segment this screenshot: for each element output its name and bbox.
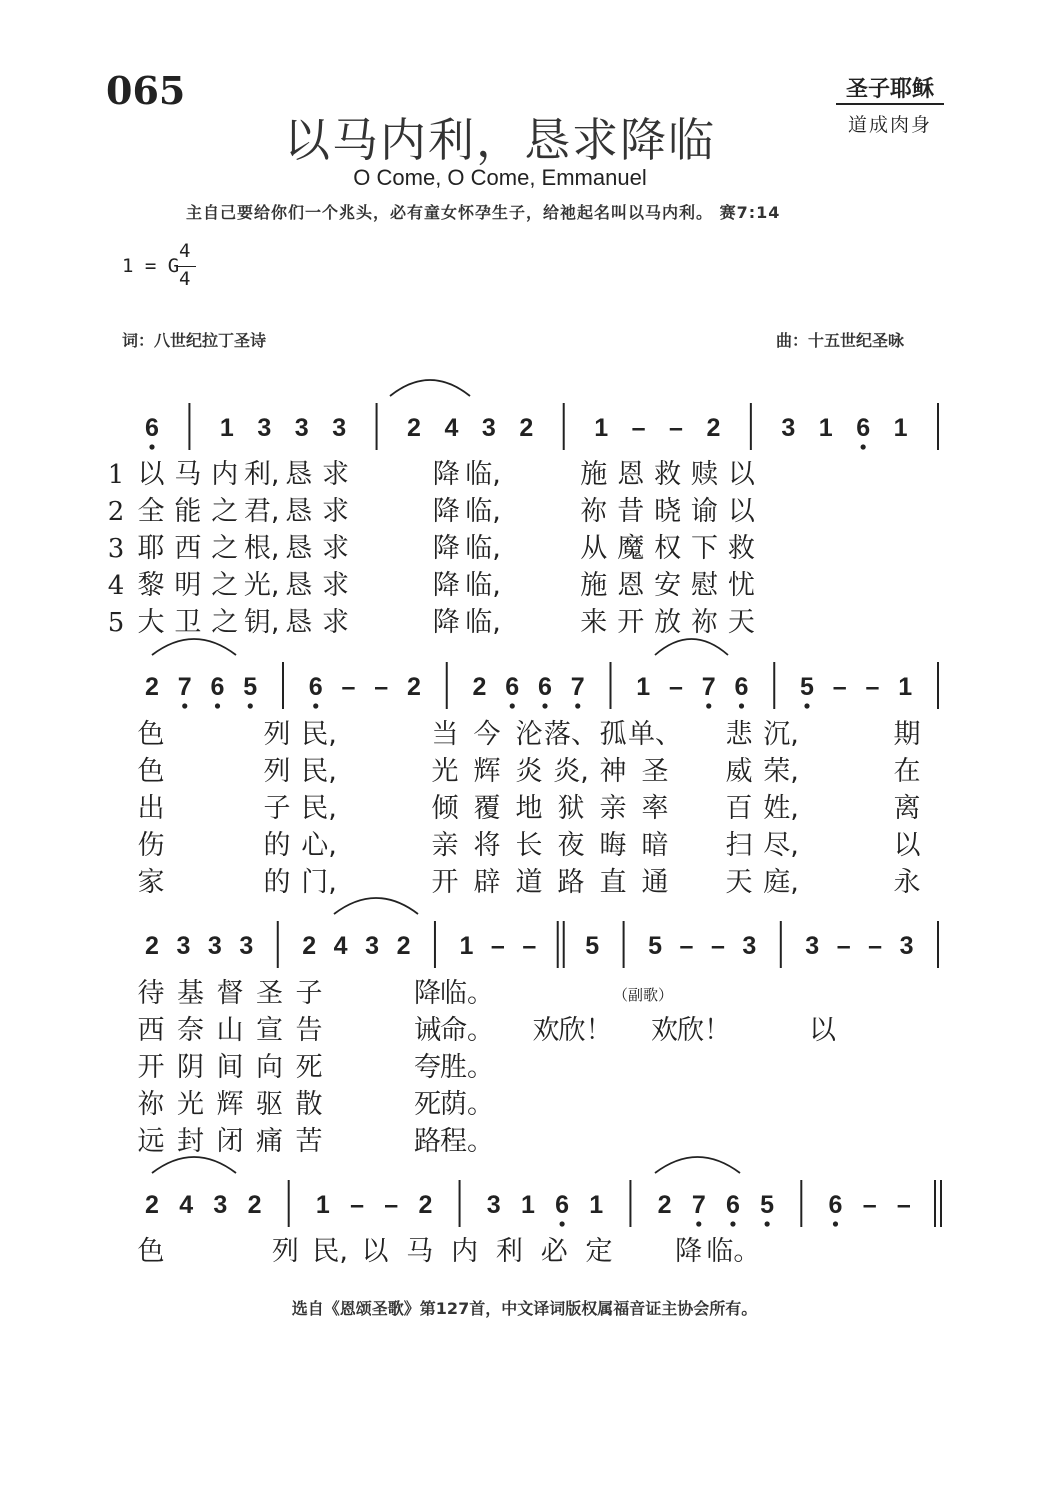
low-octave-dot (248, 703, 253, 708)
lyric-syllable: 降 (414, 978, 441, 1009)
note: – (374, 673, 389, 701)
lyric-syllable: 色 (137, 1236, 165, 1267)
lyric-syllable: 从 (580, 533, 608, 564)
lyric-syllable: 天 (727, 607, 755, 638)
note: 4 (444, 414, 459, 442)
note: 2 (706, 414, 721, 442)
lyric-syllable: 将 (473, 830, 501, 861)
verse-number: 4 (107, 571, 125, 601)
lyric-syllable: 欢 (532, 1015, 560, 1046)
lyric-syllable: 以 (137, 459, 165, 490)
low-octave-dot (765, 1221, 770, 1226)
note: 1 (636, 673, 651, 701)
note: – (862, 1191, 877, 1219)
note: – (865, 673, 880, 701)
note: 3 (899, 932, 914, 960)
lyric-syllable: 悲 (725, 719, 753, 750)
note: 3 (207, 932, 222, 960)
lyric-syllable: 亲 (599, 793, 627, 824)
note: 3 (481, 414, 496, 442)
lyric-syllable: 能 (174, 496, 202, 527)
hymn-title: 以马内利，恳求降临 (284, 113, 716, 167)
lyric-syllable: 威 (725, 756, 753, 787)
lyric-syllable: 苦 (295, 1126, 323, 1157)
lyric-syllable: 驱 (256, 1089, 283, 1120)
lyric-syllable: 之 (211, 533, 239, 564)
note: – (522, 932, 537, 960)
lyric-syllable: 路 (414, 1126, 441, 1157)
low-octave-dot (542, 703, 547, 708)
lyric-syllable: 降 (432, 607, 460, 638)
lyric-syllable: 临, (465, 459, 501, 490)
lyric-syllable: 离 (893, 793, 921, 824)
low-octave-dot (313, 703, 318, 708)
lyric-syllable: 以 (727, 459, 755, 490)
slur-mark (655, 1157, 740, 1173)
lyric-syllable: 西 (137, 1015, 165, 1046)
lyric-syllable: 死 (295, 1052, 323, 1083)
lyric-syllable: 明 (174, 570, 202, 601)
note: 2 (145, 673, 159, 701)
note: 3 (742, 932, 757, 960)
note: – (669, 414, 683, 442)
lyric-syllable: 封 (177, 1126, 204, 1157)
lyric-syllable: 尽, (763, 830, 799, 861)
lyric-syllable: 求 (322, 533, 349, 564)
note: 1 (594, 414, 609, 442)
slur-mark (152, 639, 236, 655)
lyric-syllable: 荣, (763, 756, 799, 787)
lyric-syllable: 神 (599, 756, 627, 787)
lyric-syllable: 以 (361, 1236, 389, 1267)
lyric-syllable: 的 (263, 830, 291, 861)
lyric-syllable: 临, (465, 607, 501, 638)
lyric-syllable: 降 (432, 496, 460, 527)
lyric-syllable: 必 (540, 1236, 568, 1267)
lyric-syllable: 沦 (515, 719, 543, 750)
note: 5 (243, 673, 258, 701)
category-label: 圣子耶稣 (845, 77, 934, 102)
note: 2 (407, 414, 421, 442)
hymn-number: 065 (106, 68, 186, 113)
slur-mark (390, 380, 470, 396)
note: 1 (893, 414, 908, 442)
lyric-syllable: 忧 (727, 570, 755, 601)
low-octave-dot (833, 1221, 838, 1226)
lyric-syllable: 祢 (580, 496, 608, 527)
note: 7 (701, 673, 716, 701)
note: 2 (145, 1191, 159, 1219)
lyricist-credit: 词：八世纪拉丁圣诗 (122, 331, 267, 350)
lyric-syllable: 施 (580, 570, 608, 601)
lyric-syllable: 姓, (763, 793, 799, 824)
note: 6 (555, 1191, 570, 1219)
note: 3 (332, 414, 347, 442)
lyric-syllable: 开 (137, 1052, 165, 1083)
lyric-syllable: 通 (641, 867, 669, 898)
lyric-syllable: 求 (322, 607, 349, 638)
lyric-syllable: 光, (243, 570, 280, 601)
note: 6 (538, 673, 552, 701)
note: – (384, 1191, 399, 1219)
note: 1 (589, 1191, 604, 1219)
lyric-syllable: 求 (322, 496, 349, 527)
lyric-syllable: 黎 (137, 570, 165, 601)
lyric-syllable: 临, (465, 496, 501, 527)
lyric-syllable: 降 (432, 459, 460, 490)
lyric-syllable: 利, (243, 459, 280, 490)
lyric-syllable: 永 (893, 867, 921, 898)
note: 7 (570, 673, 585, 701)
lyric-syllable: 来 (580, 607, 608, 638)
lyric-syllable: 远 (137, 1126, 165, 1157)
note: – (679, 932, 694, 960)
lyric-syllable: 圣 (641, 756, 669, 787)
lyric-syllable: 狱 (557, 793, 585, 824)
lyric-syllable: 夸 (414, 1052, 441, 1083)
lyric-syllable: 倾 (431, 793, 459, 824)
note: 4 (179, 1191, 194, 1219)
note: – (490, 932, 505, 960)
lyric-syllable: 马 (406, 1236, 434, 1267)
lyric-syllable: 之 (211, 496, 239, 527)
lyric-syllable: 马 (174, 459, 202, 490)
lyric-syllable: 心, (301, 830, 337, 861)
lyric-syllable: 直 (599, 867, 627, 898)
refrain-label: （副歌） (612, 986, 674, 1004)
lyric-syllable: 告 (295, 1015, 323, 1046)
time-signature-top: 4 (179, 240, 191, 262)
lyric-syllable: 待 (137, 978, 165, 1009)
lyric-syllable: 求 (322, 570, 349, 601)
lyric-syllable: 的 (263, 867, 291, 898)
note: 6 (734, 673, 749, 701)
lyric-syllable: 百 (725, 793, 753, 824)
lyric-syllable: 扫 (725, 830, 753, 861)
note: 2 (396, 932, 411, 960)
note: – (868, 932, 883, 960)
lyric-syllable: 求 (322, 459, 349, 490)
lyric-syllable: 根, (243, 533, 280, 564)
lyric-syllable: 子 (263, 793, 291, 824)
lyric-syllable: 君, (243, 496, 280, 527)
note: 3 (294, 414, 309, 442)
note: 5 (800, 673, 814, 701)
lyric-syllable: 内 (211, 459, 239, 490)
note: 7 (177, 673, 192, 701)
low-octave-dot (706, 703, 711, 708)
note: 6 (505, 673, 520, 701)
lyric-syllable: 炎, (553, 756, 589, 787)
note: 1 (315, 1191, 330, 1219)
lyric-syllable: 之 (211, 570, 239, 601)
lyric-syllable: 辉 (473, 756, 501, 787)
lyric-syllable: 列 (263, 719, 291, 750)
note: 1 (459, 932, 474, 960)
note: 1 (818, 414, 833, 442)
lyric-syllable: 诫 (414, 1015, 441, 1046)
lyric-syllable: 慰 (691, 570, 718, 601)
lyric-syllable: 晦 (599, 830, 627, 861)
lyric-syllable: 降 (432, 533, 460, 564)
lyric-syllable: 祢 (691, 607, 718, 638)
lyric-syllable: 在 (893, 756, 921, 787)
note: 2 (418, 1191, 433, 1219)
lyric-syllable: 单、 (628, 719, 682, 750)
lyric-syllable: 山 (216, 1015, 244, 1046)
note: 3 (257, 414, 272, 442)
lyric-syllable: 光 (431, 756, 459, 787)
note: 2 (657, 1191, 672, 1219)
lyric-syllable: 钥, (243, 607, 280, 638)
slur-mark (152, 1157, 236, 1173)
lyric-syllable: 圣 (256, 978, 283, 1009)
note: 3 (805, 932, 820, 960)
lyric-syllable: 恩 (617, 570, 645, 601)
lyric-syllable: 督 (216, 978, 244, 1009)
lyric-syllable: 临, (465, 570, 501, 601)
scripture-verse: 主自己要给你们一个兆头，必有童女怀孕生子，给祂起名叫以马内利。 赛7:14 (186, 203, 781, 222)
lyric-syllable: 辟 (473, 867, 501, 898)
lyric-syllable: 谕 (691, 496, 718, 527)
verse-number: 2 (107, 497, 125, 527)
subcategory-label: 道成肉身 (847, 114, 932, 136)
lyric-syllable: 晓 (654, 496, 682, 527)
note: 6 (308, 673, 323, 701)
lyric-syllable: 内 (451, 1236, 479, 1267)
copyright-footer: 选自《恩颂圣歌》第127首，中文译词版权属福音证主协会所有。 (291, 1299, 758, 1318)
low-octave-dot (730, 1221, 735, 1226)
lyric-syllable: 孤 (599, 719, 627, 750)
lyric-syllable: 荫。 (440, 1089, 494, 1120)
low-octave-dot (804, 703, 809, 708)
verse-number: 1 (107, 460, 125, 490)
lyric-syllable: 卫 (174, 607, 202, 638)
lyric-syllable: 基 (177, 978, 204, 1009)
note: 2 (519, 414, 534, 442)
low-octave-dot (861, 444, 866, 449)
note: 3 (176, 932, 191, 960)
note: 2 (407, 673, 421, 701)
lyric-syllable: 魔 (617, 533, 645, 564)
lyric-syllable: 降 (675, 1236, 703, 1267)
note: 5 (585, 932, 600, 960)
lyric-syllable: 沉, (763, 719, 799, 750)
verse-number: 3 (107, 534, 125, 564)
lyric-syllable: 死 (414, 1089, 441, 1120)
lyric-syllable: 命。 (440, 1015, 494, 1046)
note: – (631, 414, 646, 442)
lyric-syllable: 光 (177, 1089, 204, 1120)
lyric-syllable: 阴 (177, 1052, 204, 1083)
low-octave-dot (510, 703, 515, 708)
note: 6 (726, 1191, 740, 1219)
hymn-subtitle: O Come, O Come, Emmanuel (353, 165, 647, 190)
lyric-syllable: 祢 (137, 1089, 165, 1120)
lyric-syllable: 安 (654, 570, 682, 601)
lyric-syllable: 以 (809, 1015, 836, 1046)
lyric-syllable: 恩 (617, 459, 645, 490)
note: – (669, 673, 683, 701)
lyric-syllable: 全 (137, 496, 165, 527)
low-octave-dot (215, 703, 220, 708)
lyric-syllable: 下 (691, 533, 718, 564)
note: 3 (239, 932, 254, 960)
note: – (710, 932, 725, 960)
lyric-syllable: 程。 (440, 1126, 494, 1157)
lyric-syllable: 夜 (557, 830, 585, 861)
note: 6 (210, 673, 225, 701)
low-octave-dot (696, 1221, 701, 1226)
verse-number: 5 (107, 608, 125, 638)
note: 2 (302, 932, 317, 960)
lyric-syllable: 降 (432, 570, 460, 601)
lyric-syllable: 赎 (691, 459, 718, 490)
note: 6 (145, 414, 159, 442)
lyric-syllable: 民, (301, 756, 337, 787)
lyric-syllable: 门, (301, 867, 337, 898)
lyric-syllable: 临。 (440, 978, 494, 1009)
lyric-syllable: 民, (301, 793, 337, 824)
lyric-syllable: 痛 (256, 1126, 283, 1157)
lyric-syllable: 色 (137, 756, 165, 787)
lyric-syllable: 大 (137, 607, 165, 638)
note: – (350, 1191, 364, 1219)
low-octave-dot (559, 1221, 564, 1226)
lyric-syllable: 子 (295, 978, 323, 1009)
note: 6 (828, 1191, 843, 1219)
lyric-syllable: 西 (174, 533, 202, 564)
composer-credit: 曲：十五世纪圣咏 (776, 331, 905, 350)
note: 2 (145, 932, 159, 960)
lyric-syllable: 奈 (177, 1015, 204, 1046)
note: 5 (648, 932, 662, 960)
lyric-syllable: 欣！ (677, 1015, 731, 1046)
lyric-syllable: 散 (295, 1089, 323, 1120)
lyric-syllable: 当 (431, 719, 459, 750)
lyric-syllable: 家 (137, 867, 165, 898)
lyric-syllable: 以 (893, 830, 921, 861)
note: 6 (856, 414, 871, 442)
note: 3 (365, 932, 380, 960)
lyric-syllable: 恳 (285, 533, 313, 564)
lyric-syllable: 救 (654, 459, 682, 490)
note: 2 (472, 673, 487, 701)
low-octave-dot (182, 703, 187, 708)
note: 5 (760, 1191, 775, 1219)
lyric-syllable: 以 (727, 496, 755, 527)
lyric-syllable: 之 (211, 607, 239, 638)
lyric-syllable: 出 (137, 793, 165, 824)
lyric-syllable: 民, (312, 1236, 348, 1267)
note: 7 (691, 1191, 706, 1219)
lyric-syllable: 地 (515, 793, 543, 824)
lyric-syllable: 列 (263, 756, 291, 787)
note: – (341, 673, 356, 701)
slur-mark (334, 898, 418, 914)
lyric-syllable: 施 (580, 459, 608, 490)
lyric-syllable: 亲 (431, 830, 459, 861)
lyric-syllable: 救 (727, 533, 755, 564)
lyric-syllable: 覆 (473, 793, 501, 824)
lyric-syllable: 放 (654, 607, 682, 638)
note: – (836, 932, 851, 960)
lyric-syllable: 炎 (515, 756, 543, 787)
lyric-syllable: 权 (654, 533, 682, 564)
lyric-syllable: 路 (557, 867, 585, 898)
lyric-syllable: 向 (256, 1052, 283, 1083)
lyric-syllable: 间 (216, 1052, 244, 1083)
lyric-syllable: 临, (465, 533, 501, 564)
note: 4 (333, 932, 348, 960)
lyric-syllable: 耶 (137, 533, 165, 564)
lyric-syllable: 庭, (763, 867, 799, 898)
lyric-syllable: 恳 (285, 570, 313, 601)
note: 2 (247, 1191, 262, 1219)
note: 1 (219, 414, 234, 442)
note: 1 (520, 1191, 535, 1219)
lyric-syllable: 色 (137, 719, 165, 750)
key-signature: 1 = G (122, 255, 180, 277)
lyric-syllable: 恳 (285, 607, 313, 638)
lyric-syllable: 道 (515, 867, 543, 898)
time-signature-bottom: 4 (179, 268, 191, 290)
lyric-syllable: 天 (725, 867, 753, 898)
note: 3 (486, 1191, 501, 1219)
lyric-syllable: 开 (431, 867, 459, 898)
slur-mark (655, 639, 728, 655)
lyric-syllable: 率 (641, 793, 669, 824)
lyric-syllable: 列 (271, 1236, 299, 1267)
note: – (896, 1191, 911, 1219)
lyric-syllable: 伤 (137, 830, 165, 861)
lyric-syllable: 恳 (285, 459, 313, 490)
lyric-syllable: 欣！ (558, 1015, 613, 1046)
lyric-syllable: 闭 (216, 1126, 244, 1157)
lyric-syllable: 昔 (617, 496, 645, 527)
lyric-syllable: 期 (893, 719, 921, 750)
low-octave-dot (575, 703, 580, 708)
lyric-syllable: 恳 (285, 496, 313, 527)
low-octave-dot (149, 444, 154, 449)
lyric-syllable: 胜。 (440, 1052, 494, 1083)
note: – (832, 673, 847, 701)
lyric-syllable: 暗 (641, 830, 669, 861)
lyric-syllable: 定 (585, 1236, 613, 1267)
note: 1 (898, 673, 913, 701)
lyric-syllable: 欢 (651, 1015, 678, 1046)
note: 3 (781, 414, 796, 442)
lyric-syllable: 民, (301, 719, 337, 750)
lyric-syllable: 利 (495, 1236, 523, 1267)
lyric-syllable: 开 (617, 607, 645, 638)
low-octave-dot (739, 703, 744, 708)
lyric-syllable: 落、 (544, 719, 598, 750)
lyric-syllable: 辉 (216, 1089, 244, 1120)
lyric-syllable: 长 (515, 830, 543, 861)
lyric-syllable: 今 (473, 719, 501, 750)
lyric-syllable: 临。 (706, 1236, 761, 1267)
note: 3 (213, 1191, 228, 1219)
lyric-syllable: 宣 (256, 1015, 283, 1046)
